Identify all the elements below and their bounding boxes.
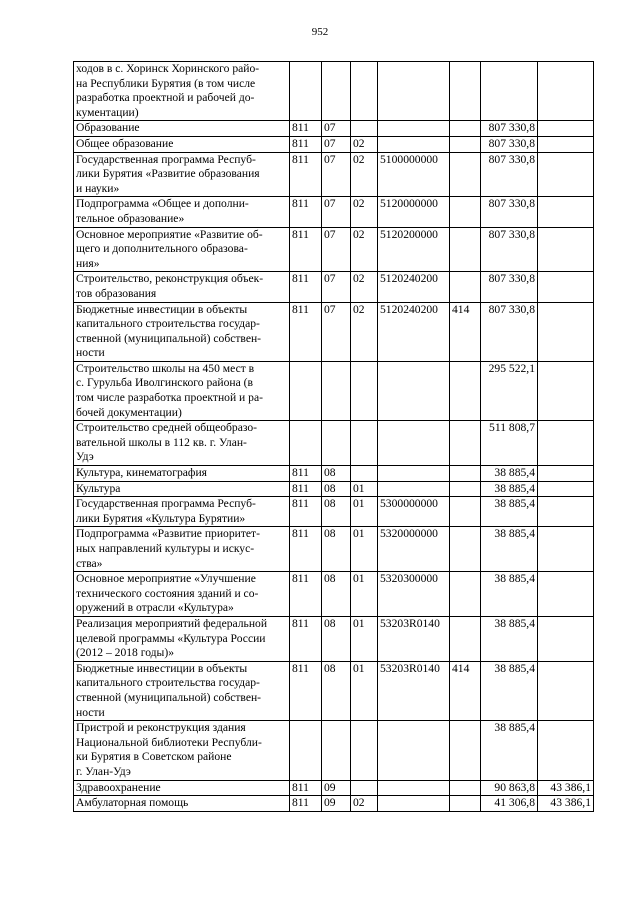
ministry-code-cell: 811 — [290, 466, 322, 482]
table-row — [74, 197, 594, 227]
amount-cell: 38 885,4 — [481, 497, 538, 527]
subsection-code-cell: 02 — [351, 227, 378, 272]
expense-type-cell — [450, 421, 481, 466]
item-name-line: Культура — [76, 481, 121, 495]
item-name-line: (2012 – 2018 годы)» — [76, 646, 175, 660]
item-name-cell — [74, 227, 290, 272]
amount-second-cell — [538, 616, 594, 661]
item-name-line: Здравоохранение — [76, 780, 161, 794]
subsection-code-cell: 02 — [351, 152, 378, 197]
expense-type-cell — [450, 136, 481, 152]
item-name-line: Амбулаторная помощь — [76, 796, 189, 810]
table-row — [74, 481, 594, 497]
item-name-cell — [74, 197, 290, 227]
item-name-cell — [74, 527, 290, 572]
amount-cell — [481, 62, 538, 121]
item-name-line: ки Бурятия в Советском районе — [76, 750, 232, 764]
target-article-cell — [378, 721, 450, 780]
item-name-line: Культура, кинематография — [76, 466, 207, 480]
section-code-cell — [322, 421, 351, 466]
expense-type-cell — [450, 527, 481, 572]
table-row — [74, 152, 594, 197]
subsection-code-cell: 01 — [351, 527, 378, 572]
item-name-cell — [74, 466, 290, 482]
expense-type-cell — [450, 62, 481, 121]
item-name-line: Строительство средней общеобразо- — [76, 421, 258, 435]
expense-type-cell — [450, 796, 481, 812]
section-code-cell: 07 — [322, 152, 351, 197]
ministry-code-cell: 811 — [290, 572, 322, 617]
table-row — [74, 421, 594, 466]
table-row — [74, 721, 594, 780]
amount-second-cell: 43 386,1 — [538, 796, 594, 812]
amount-cell: 511 808,7 — [481, 421, 538, 466]
amount-second-cell — [538, 136, 594, 152]
table-row — [74, 361, 594, 420]
expense-type-cell — [450, 780, 481, 796]
item-name-cell — [74, 780, 290, 796]
item-name-line: Подпрограмма «Общее и дополни- — [76, 197, 249, 211]
table-row — [74, 136, 594, 152]
subsection-code-cell — [351, 62, 378, 121]
item-name-line: ходов в с. Хоринск Хоринского райо- — [76, 62, 260, 75]
subsection-code-cell: 01 — [351, 661, 378, 720]
section-code-cell: 08 — [322, 466, 351, 482]
amount-cell: 38 885,4 — [481, 466, 538, 482]
item-name-cell — [74, 497, 290, 527]
subsection-code-cell: 02 — [351, 197, 378, 227]
table-row — [74, 780, 594, 796]
expense-type-cell — [450, 616, 481, 661]
amount-second-cell — [538, 466, 594, 482]
amount-second-cell — [538, 721, 594, 780]
item-name-cell — [74, 302, 290, 361]
subsection-code-cell — [351, 780, 378, 796]
subsection-code-cell: 01 — [351, 616, 378, 661]
ministry-code-cell — [290, 62, 322, 121]
section-code-cell: 08 — [322, 661, 351, 720]
ministry-code-cell: 811 — [290, 302, 322, 361]
item-name-line: лики Бурятия «Культура Бурятии» — [76, 511, 246, 525]
item-name-line: целевой программы «Культура России — [76, 631, 266, 645]
amount-cell: 807 330,8 — [481, 227, 538, 272]
subsection-code-cell: 02 — [351, 796, 378, 812]
ministry-code-cell: 811 — [290, 152, 322, 197]
ministry-code-cell: 811 — [290, 197, 322, 227]
amount-cell: 38 885,4 — [481, 661, 538, 720]
page-number: 952 — [311, 26, 329, 38]
budget-table — [73, 61, 594, 812]
amount-second-cell — [538, 62, 594, 121]
target-article-cell: 5320000000 — [378, 527, 450, 572]
section-code-cell: 07 — [322, 272, 351, 302]
item-name-line: Образование — [76, 121, 140, 135]
subsection-code-cell — [351, 721, 378, 780]
ministry-code-cell — [290, 721, 322, 780]
item-name-line: капитального строительства государ- — [76, 317, 260, 331]
ministry-code-cell: 811 — [290, 136, 322, 152]
subsection-code-cell: 01 — [351, 481, 378, 497]
section-code-cell: 08 — [322, 481, 351, 497]
amount-second-cell — [538, 227, 594, 272]
target-article-cell — [378, 466, 450, 482]
expense-type-cell — [450, 497, 481, 527]
amount-cell: 38 885,4 — [481, 527, 538, 572]
item-name-line: технического состояния зданий и со- — [76, 586, 259, 600]
amount-cell: 807 330,8 — [481, 136, 538, 152]
item-name-line: Основное мероприятие «Улучшение — [76, 572, 256, 586]
target-article-cell — [378, 136, 450, 152]
item-name-cell — [74, 481, 290, 497]
subsection-code-cell — [351, 466, 378, 482]
item-name-line: вательной школы в 112 кв. г. Улан- — [76, 435, 247, 449]
item-name-line: и науки» — [76, 181, 120, 195]
expense-type-cell: 414 — [450, 302, 481, 361]
item-name-cell — [74, 361, 290, 420]
subsection-code-cell: 02 — [351, 136, 378, 152]
amount-cell: 807 330,8 — [481, 121, 538, 137]
ministry-code-cell — [290, 421, 322, 466]
item-name-line: Строительство школы на 450 мест в — [76, 361, 255, 375]
item-name-line: Общее образование — [76, 136, 174, 150]
item-name-cell — [74, 421, 290, 466]
expense-type-cell — [450, 121, 481, 137]
item-name-line: лики Бурятия «Развитие образования — [76, 167, 260, 181]
ministry-code-cell: 811 — [290, 780, 322, 796]
table-row — [74, 272, 594, 302]
item-name-cell — [74, 572, 290, 617]
section-code-cell: 07 — [322, 302, 351, 361]
item-name-cell — [74, 661, 290, 720]
section-code-cell: 07 — [322, 227, 351, 272]
amount-cell: 38 885,4 — [481, 481, 538, 497]
target-article-cell — [378, 361, 450, 420]
expense-type-cell — [450, 272, 481, 302]
item-name-line: Бюджетные инвестиции в объекты — [76, 661, 248, 675]
item-name-line: капитального строительства государ- — [76, 676, 260, 690]
item-name-line: оружений в отрасли «Культура» — [76, 601, 234, 615]
amount-cell: 38 885,4 — [481, 616, 538, 661]
subsection-code-cell — [351, 421, 378, 466]
amount-second-cell — [538, 572, 594, 617]
ministry-code-cell: 811 — [290, 661, 322, 720]
table-row — [74, 661, 594, 720]
item-name-line: ности — [76, 705, 105, 719]
table-row — [74, 497, 594, 527]
amount-cell: 807 330,8 — [481, 272, 538, 302]
item-name-line: ственной (муниципальной) собствен- — [76, 690, 262, 704]
ministry-code-cell: 811 — [290, 497, 322, 527]
table-row — [74, 227, 594, 272]
subsection-code-cell: 02 — [351, 272, 378, 302]
table-row — [74, 572, 594, 617]
expense-type-cell — [450, 197, 481, 227]
item-name-line: Государственная программа Респуб- — [76, 152, 256, 166]
amount-second-cell — [538, 302, 594, 361]
table-body — [74, 62, 594, 812]
target-article-cell — [378, 421, 450, 466]
expense-type-cell — [450, 152, 481, 197]
target-article-cell — [378, 780, 450, 796]
item-name-line: ности — [76, 346, 105, 360]
item-name-cell — [74, 136, 290, 152]
amount-second-cell — [538, 272, 594, 302]
item-name-line: Удэ — [76, 450, 94, 464]
target-article-cell: 5300000000 — [378, 497, 450, 527]
item-name-line: ства» — [76, 556, 103, 570]
section-code-cell: 08 — [322, 527, 351, 572]
item-name-cell — [74, 62, 290, 121]
ministry-code-cell: 811 — [290, 227, 322, 272]
expense-type-cell — [450, 361, 481, 420]
target-article-cell: 5320300000 — [378, 572, 450, 617]
target-article-cell — [378, 481, 450, 497]
table-row — [74, 466, 594, 482]
item-name-line: Основное мероприятие «Развитие об- — [76, 227, 263, 241]
target-article-cell: 53203R0140 — [378, 616, 450, 661]
target-article-cell: 5120200000 — [378, 227, 450, 272]
item-name-cell — [74, 272, 290, 302]
ministry-code-cell: 811 — [290, 121, 322, 137]
expense-type-cell — [450, 572, 481, 617]
target-article-cell: 5120000000 — [378, 197, 450, 227]
item-name-cell — [74, 152, 290, 197]
amount-second-cell — [538, 481, 594, 497]
section-code-cell — [322, 62, 351, 121]
expense-type-cell — [450, 227, 481, 272]
item-name-line: том числе разработка проектной и ра- — [76, 391, 263, 405]
target-article-cell: 5120240200 — [378, 302, 450, 361]
item-name-line: ных направлений культуры и искус- — [76, 542, 255, 555]
item-name-line: Бюджетные инвестиции в объекты — [76, 302, 248, 316]
item-name-line: разработка проектной и рабочей до- — [76, 91, 255, 105]
amount-second-cell — [538, 152, 594, 197]
amount-second-cell — [538, 197, 594, 227]
subsection-code-cell — [351, 361, 378, 420]
amount-cell: 90 863,8 — [481, 780, 538, 796]
table-row — [74, 616, 594, 661]
subsection-code-cell: 02 — [351, 302, 378, 361]
amount-cell: 41 306,8 — [481, 796, 538, 812]
item-name-line: Подпрограмма «Развитие приоритет- — [76, 527, 260, 541]
subsection-code-cell: 01 — [351, 497, 378, 527]
ministry-code-cell: 811 — [290, 616, 322, 661]
expense-type-cell: 414 — [450, 661, 481, 720]
section-code-cell: 09 — [322, 780, 351, 796]
expense-type-cell — [450, 481, 481, 497]
item-name-line: Государственная программа Респуб- — [76, 497, 256, 511]
item-name-line: щего и дополнительного образова- — [76, 242, 248, 256]
item-name-line: Национальной библиотеки Республи- — [76, 735, 262, 749]
target-article-cell: 53203R0140 — [378, 661, 450, 720]
ministry-code-cell — [290, 361, 322, 420]
target-article-cell: 5120240200 — [378, 272, 450, 302]
section-code-cell: 08 — [322, 572, 351, 617]
table-row — [74, 302, 594, 361]
amount-second-cell — [538, 661, 594, 720]
item-name-cell — [74, 616, 290, 661]
section-code-cell: 07 — [322, 197, 351, 227]
table-row — [74, 796, 594, 812]
section-code-cell: 08 — [322, 616, 351, 661]
amount-cell: 38 885,4 — [481, 721, 538, 780]
amount-second-cell — [538, 361, 594, 420]
item-name-line: бочей документации) — [76, 405, 182, 419]
amount-second-cell: 43 386,1 — [538, 780, 594, 796]
item-name-line: Строительство, реконструкция объек- — [76, 272, 264, 286]
amount-cell: 38 885,4 — [481, 572, 538, 617]
amount-cell: 807 330,8 — [481, 302, 538, 361]
item-name-line: г. Улан-Удэ — [76, 764, 131, 778]
item-name-line: ственной (муниципальной) собствен- — [76, 331, 262, 345]
item-name-line: Реализация мероприятий федеральной — [76, 616, 268, 630]
expense-type-cell — [450, 721, 481, 780]
ministry-code-cell: 811 — [290, 527, 322, 572]
amount-second-cell — [538, 121, 594, 137]
item-name-line: с. Гурульба Иволгинского района (в — [76, 376, 253, 390]
item-name-cell — [74, 121, 290, 137]
item-name-line: тельное образование» — [76, 211, 185, 225]
section-code-cell: 08 — [322, 497, 351, 527]
amount-cell: 295 522,1 — [481, 361, 538, 420]
table-row — [74, 62, 594, 121]
target-article-cell: 5100000000 — [378, 152, 450, 197]
subsection-code-cell: 01 — [351, 572, 378, 617]
ministry-code-cell: 811 — [290, 272, 322, 302]
target-article-cell — [378, 796, 450, 812]
table-row — [74, 121, 594, 137]
ministry-code-cell: 811 — [290, 796, 322, 812]
amount-cell: 807 330,8 — [481, 197, 538, 227]
expense-type-cell — [450, 466, 481, 482]
section-code-cell: 07 — [322, 136, 351, 152]
item-name-line: Пристрой и реконструкция здания — [76, 721, 246, 735]
item-name-line: тов образования — [76, 286, 157, 300]
section-code-cell — [322, 721, 351, 780]
target-article-cell — [378, 121, 450, 137]
section-code-cell — [322, 361, 351, 420]
item-name-line: кументации) — [76, 105, 139, 119]
target-article-cell — [378, 62, 450, 121]
subsection-code-cell — [351, 121, 378, 137]
item-name-line: на Республики Бурятия (в том числе — [76, 76, 256, 90]
amount-second-cell — [538, 527, 594, 572]
table-row — [74, 527, 594, 572]
amount-cell: 807 330,8 — [481, 152, 538, 197]
item-name-cell — [74, 721, 290, 780]
section-code-cell: 09 — [322, 796, 351, 812]
item-name-cell — [74, 796, 290, 812]
item-name-line: ния» — [76, 256, 100, 270]
amount-second-cell — [538, 497, 594, 527]
ministry-code-cell: 811 — [290, 481, 322, 497]
section-code-cell: 07 — [322, 121, 351, 137]
amount-second-cell — [538, 421, 594, 466]
